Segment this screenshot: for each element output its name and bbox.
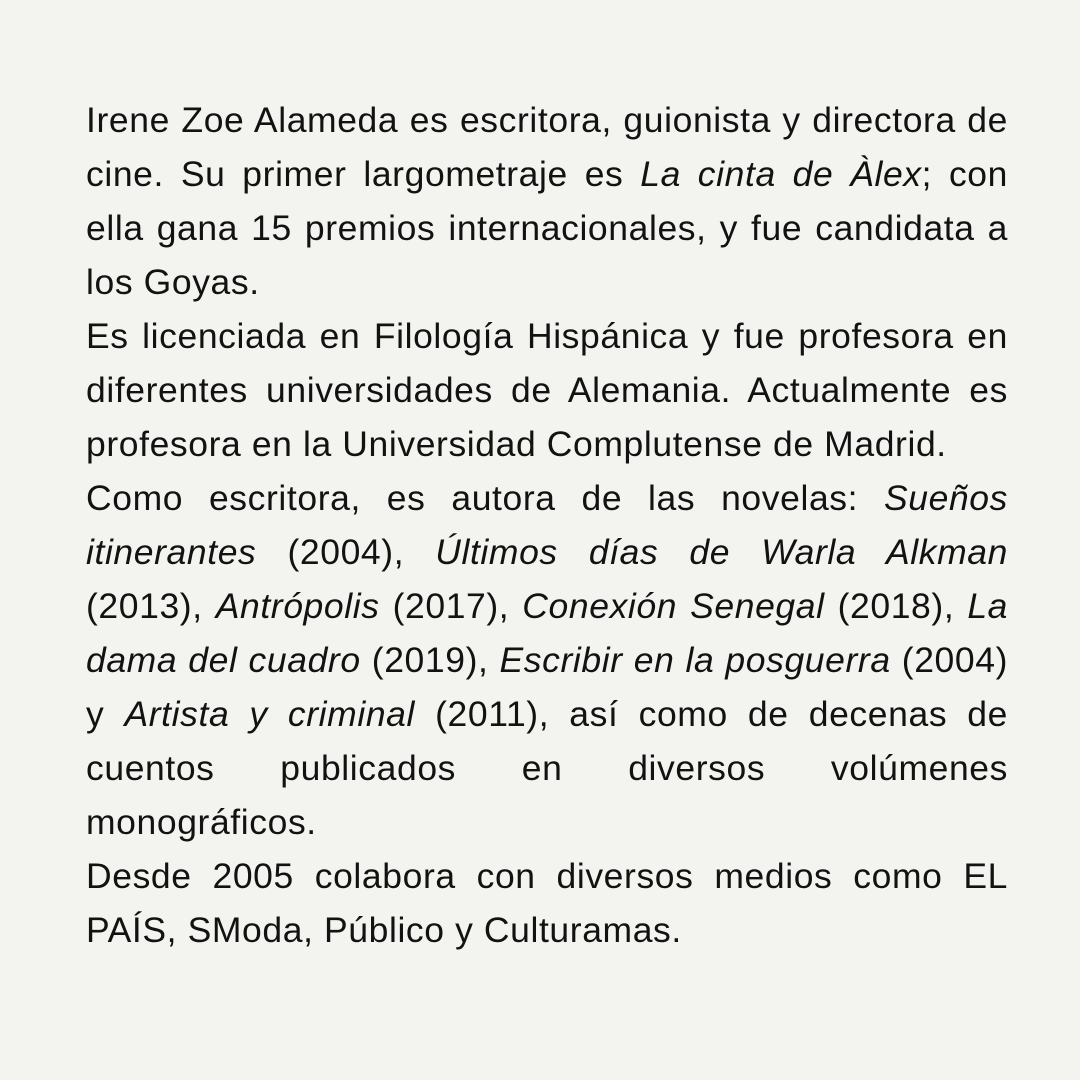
book-title: Conexión Senegal bbox=[522, 586, 825, 626]
bio-text: Desde 2005 colabora con diversos medios como EL PAÍS, SModa, Público y Culturamas. bbox=[86, 856, 1008, 950]
film-title: La cinta de Àlex bbox=[640, 154, 922, 194]
bio-paragraph-3 bbox=[86, 471, 1008, 849]
bio-text: (2011), así como de decenas de cuentos publicados en diversos volúmenes monográficos. bbox=[86, 694, 1008, 842]
bio-paragraph-2 bbox=[86, 309, 1008, 471]
bio-text: (2004) y bbox=[86, 640, 1008, 734]
bio-text: (2004), bbox=[256, 532, 436, 572]
bio-text: ; con ella gana 15 premios internacionales, y fue candidata a los Goyas. bbox=[86, 154, 1008, 302]
book-title: Sueños itinerantes bbox=[86, 478, 1008, 572]
bio-text-block bbox=[86, 93, 1008, 957]
bio-text: (2019), bbox=[360, 640, 500, 680]
book-title: La dama del cuadro bbox=[86, 586, 1008, 680]
bio-text: Es licenciada en Filología Hispánica y fue profesora en diferentes universidades de Alemania. Actualmente es profesora en la Universidad Complutense de Madrid. bbox=[86, 316, 1008, 464]
book-title: Escribir en la posguerra bbox=[499, 640, 891, 680]
bio-text: (2013), bbox=[86, 586, 216, 626]
book-title: Antrópolis bbox=[215, 586, 380, 626]
bio-text: Irene Zoe Alameda es escritora, guionista y directora de cine. Su primer largometraje es bbox=[86, 100, 1008, 194]
book-title: Últimos días de Warla Alkman bbox=[435, 532, 1008, 572]
book-title: Artista y criminal bbox=[124, 694, 415, 734]
bio-text: (2017), bbox=[379, 586, 523, 626]
bio-text: Como escritora, es autora de las novelas: bbox=[86, 478, 884, 518]
bio-paragraph-4 bbox=[86, 849, 1008, 957]
bio-text: (2018), bbox=[824, 586, 968, 626]
bio-paragraph-1 bbox=[86, 93, 1008, 309]
